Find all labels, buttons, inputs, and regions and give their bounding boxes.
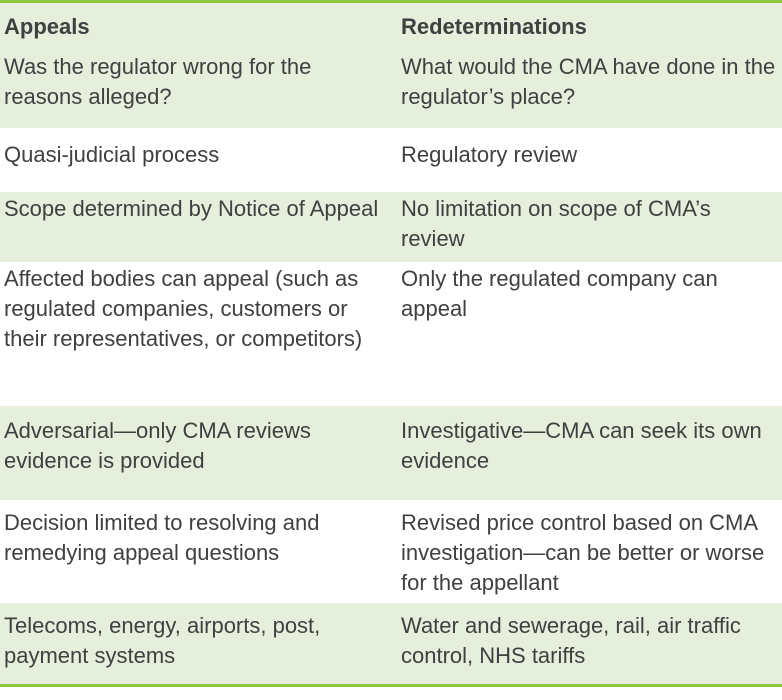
redeterminations-cell: Revised price control based on CMA investigation—can be better or worse for the appellant	[397, 500, 782, 603]
appeals-cell: Was the regulator wrong for the reasons alleged?	[0, 50, 397, 128]
table-row	[0, 500, 782, 603]
appeals-cell: Telecoms, energy, airports, post, payment systems	[0, 603, 397, 686]
table-row	[0, 406, 782, 500]
appeals-cell: Scope determined by Notice of Appeal	[0, 192, 397, 262]
table-header-row	[0, 2, 782, 51]
appeals-cell: Adversarial—only CMA reviews evidence is provided	[0, 406, 397, 500]
header-redeterminations: Redeterminations	[397, 2, 782, 51]
table-row	[0, 192, 782, 262]
table-row	[0, 128, 782, 192]
redeterminations-cell: What would the CMA have done in the regulator’s place?	[397, 50, 782, 128]
appeals-cell: Affected bodies can appeal (such as regulated companies, customers or their representatives, or competitors)	[0, 262, 397, 406]
appeals-cell: Quasi-judicial process	[0, 128, 397, 192]
redeterminations-cell: Investigative—CMA can seek its own evidence	[397, 406, 782, 500]
redeterminations-cell: Only the regulated company can appeal	[397, 262, 782, 406]
redeterminations-cell: Regulatory review	[397, 128, 782, 192]
redeterminations-cell: Water and sewerage, rail, air traffic control, NHS tariffs	[397, 603, 782, 686]
table-row	[0, 50, 782, 128]
table-row	[0, 262, 782, 406]
header-appeals: Appeals	[0, 2, 397, 51]
appeals-cell: Decision limited to resolving and remedying appeal questions	[0, 500, 397, 603]
redeterminations-cell: No limitation on scope of CMA’s review	[397, 192, 782, 262]
table-row	[0, 603, 782, 686]
